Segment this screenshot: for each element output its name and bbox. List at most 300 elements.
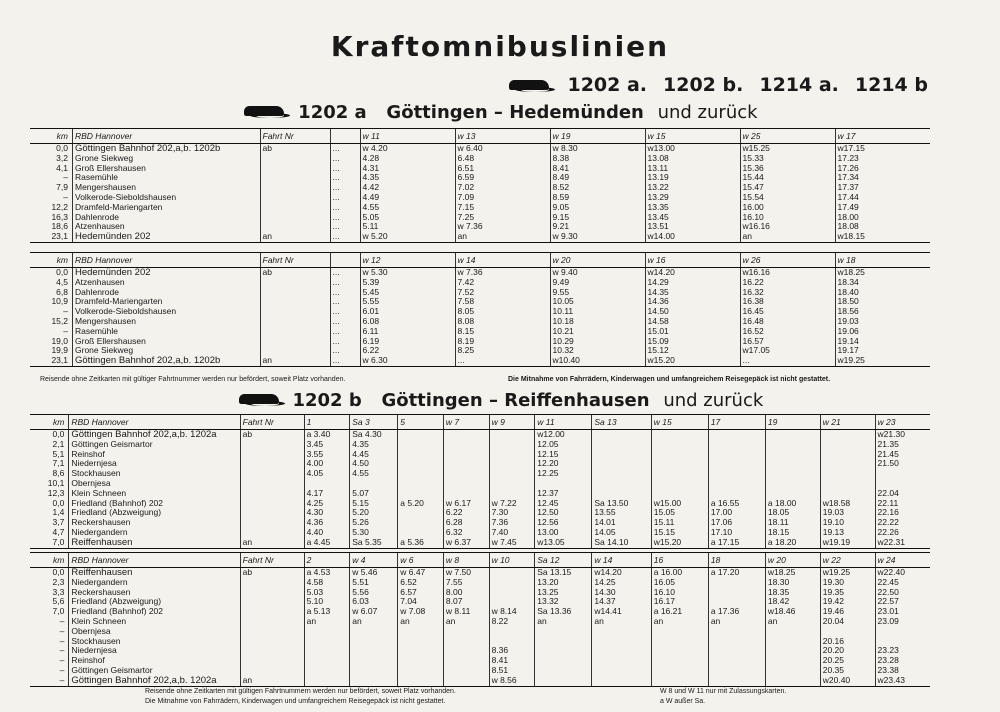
stop-name-cell: Groß Ellershausen bbox=[73, 337, 261, 347]
direction-cell bbox=[260, 346, 330, 356]
table-row bbox=[30, 637, 930, 647]
time-cell: w 4.20 bbox=[360, 144, 455, 154]
time-cell: 8.41 bbox=[489, 656, 535, 666]
time-cell: 17.06 bbox=[708, 518, 765, 528]
direction-cell: ab bbox=[260, 268, 330, 278]
table-row bbox=[30, 356, 930, 366]
direction-cell bbox=[260, 307, 330, 317]
time-cell bbox=[708, 588, 765, 598]
time-cell: 4.28 bbox=[360, 154, 455, 164]
stop-name-cell: Dramfeld-Mariengarten bbox=[73, 203, 261, 213]
stop-name-cell: Reinshof bbox=[69, 450, 240, 460]
rbd-header: RBD Hannover bbox=[69, 553, 240, 568]
section-route-name: Göttingen – Reiffenhausen bbox=[381, 390, 650, 411]
time-cell: 5.20 bbox=[350, 508, 398, 518]
table-row bbox=[30, 479, 930, 489]
time-cell: w 6.47 bbox=[398, 568, 444, 578]
time-cell: 8.49 bbox=[550, 173, 645, 183]
time-cell: a 16.00 bbox=[651, 568, 708, 578]
time-cell: 21.35 bbox=[875, 440, 930, 450]
time-cell bbox=[592, 459, 651, 469]
time-cell: 5.56 bbox=[350, 588, 398, 598]
km-cell: 18,6 bbox=[51, 222, 68, 232]
time-cell: 18.30 bbox=[765, 578, 820, 588]
table-row bbox=[30, 222, 930, 232]
time-cell: 5.11 bbox=[360, 222, 455, 232]
time-cell: 15.11 bbox=[651, 518, 708, 528]
trip-number-header: w 7 bbox=[443, 415, 489, 430]
time-cell: 23.28 bbox=[875, 656, 930, 666]
time-cell: 21.45 bbox=[875, 450, 930, 460]
bus-icon bbox=[242, 104, 286, 118]
time-cell bbox=[765, 440, 820, 450]
direction-cell bbox=[260, 213, 330, 223]
time-cell bbox=[820, 479, 875, 489]
direction-cell bbox=[240, 656, 304, 666]
time-cell: 7.40 bbox=[489, 528, 535, 538]
time-cell: 4.50 bbox=[350, 459, 398, 469]
time-cell: w17.15 bbox=[835, 144, 930, 154]
time-cell bbox=[765, 430, 820, 440]
time-cell bbox=[708, 666, 765, 676]
time-cell: 10.05 bbox=[550, 297, 645, 307]
time-cell: an bbox=[398, 617, 444, 627]
time-cell: a 4.53 bbox=[304, 568, 350, 578]
time-cell bbox=[651, 430, 708, 440]
time-cell: 12.15 bbox=[535, 450, 592, 460]
stop-name-cell: Göttingen Bahnhof 202,a,b. 1202b bbox=[73, 144, 261, 154]
table-row bbox=[30, 430, 930, 440]
time-cell bbox=[398, 440, 444, 450]
time-cell: 22.50 bbox=[875, 588, 930, 598]
direction-cell bbox=[260, 183, 330, 193]
time-cell: 5.07 bbox=[350, 489, 398, 499]
direction-cell bbox=[240, 597, 304, 607]
time-cell: 13.20 bbox=[535, 578, 592, 588]
time-cell: 16.10 bbox=[740, 213, 835, 223]
time-cell bbox=[592, 440, 651, 450]
time-cell: 6.08 bbox=[360, 317, 455, 327]
time-cell: 6.01 bbox=[360, 307, 455, 317]
time-cell bbox=[350, 637, 398, 647]
direction-cell bbox=[240, 627, 304, 637]
time-cell: 5.26 bbox=[350, 518, 398, 528]
time-cell: a 18.00 bbox=[765, 499, 820, 509]
direction-cell bbox=[240, 450, 304, 460]
trip-number-header: w 10 bbox=[489, 553, 535, 568]
time-cell bbox=[304, 656, 350, 666]
time-cell: 4.25 bbox=[304, 499, 350, 509]
time-cell: 22.04 bbox=[875, 489, 930, 499]
time-cell: 23.01 bbox=[875, 607, 930, 617]
time-cell bbox=[489, 489, 535, 499]
time-cell: 13.51 bbox=[645, 222, 740, 232]
table-row bbox=[30, 568, 930, 578]
time-cell: a 3.40 bbox=[304, 430, 350, 440]
time-cell: ... bbox=[330, 173, 360, 183]
time-cell: w22.31 bbox=[875, 538, 930, 548]
fahrt-nr-header: Fahrt Nr bbox=[260, 129, 330, 144]
time-cell: w 7.36 bbox=[455, 268, 550, 278]
time-cell bbox=[765, 627, 820, 637]
time-cell: 16.52 bbox=[740, 327, 835, 337]
direction-cell bbox=[240, 617, 304, 627]
trip-number-header: Sa 12 bbox=[535, 553, 592, 568]
time-cell: ... bbox=[330, 144, 360, 154]
table-row bbox=[30, 489, 930, 499]
rbd-header: RBD Hannover bbox=[73, 129, 261, 144]
time-cell: 5.30 bbox=[350, 528, 398, 538]
km-cell: 7,0 bbox=[30, 538, 69, 548]
direction-cell bbox=[260, 164, 330, 174]
time-cell: w13.00 bbox=[645, 144, 740, 154]
time-cell: 7.55 bbox=[443, 578, 489, 588]
time-cell: 12.45 bbox=[535, 499, 592, 509]
time-cell: 19.35 bbox=[820, 588, 875, 598]
time-cell: w 8.14 bbox=[489, 607, 535, 617]
direction-cell bbox=[240, 440, 304, 450]
table-header-row bbox=[30, 553, 930, 568]
time-cell: 7.15 bbox=[455, 203, 550, 213]
time-cell: 6.22 bbox=[443, 508, 489, 518]
time-cell: 14.25 bbox=[592, 578, 651, 588]
time-cell: 17.37 bbox=[835, 183, 930, 193]
table-row bbox=[30, 518, 930, 528]
time-cell bbox=[708, 646, 765, 656]
stop-name-cell: Niedernjesa bbox=[69, 459, 240, 469]
table-row bbox=[30, 450, 930, 460]
time-cell: 15.44 bbox=[740, 173, 835, 183]
time-cell: 18.34 bbox=[835, 278, 930, 288]
time-cell: 12.37 bbox=[535, 489, 592, 499]
time-cell: 8.25 bbox=[455, 346, 550, 356]
trip-number-header: w 21 bbox=[820, 415, 875, 430]
time-cell: an bbox=[765, 617, 820, 627]
time-cell bbox=[398, 528, 444, 538]
direction-cell: an bbox=[260, 232, 330, 242]
time-cell: 4.05 bbox=[304, 469, 350, 479]
time-cell: ... bbox=[330, 203, 360, 213]
table-row bbox=[30, 337, 930, 347]
time-cell: 5.10 bbox=[304, 597, 350, 607]
time-cell: 17.10 bbox=[708, 528, 765, 538]
table-row bbox=[30, 597, 930, 607]
time-cell: 15.15 bbox=[651, 528, 708, 538]
time-cell bbox=[398, 627, 444, 637]
time-cell: w14.41 bbox=[592, 607, 651, 617]
time-cell: 17.26 bbox=[835, 164, 930, 174]
time-cell bbox=[398, 479, 444, 489]
time-cell: 23.38 bbox=[875, 666, 930, 676]
time-cell: a 17.15 bbox=[708, 538, 765, 548]
time-cell: 4.30 bbox=[304, 508, 350, 518]
time-cell: 4.00 bbox=[304, 459, 350, 469]
time-cell bbox=[535, 666, 592, 676]
time-cell bbox=[708, 440, 765, 450]
time-cell: a 16.21 bbox=[651, 607, 708, 617]
time-cell: Sa 4.30 bbox=[350, 430, 398, 440]
direction-cell bbox=[240, 528, 304, 538]
trip-number-header: Sa 13 bbox=[592, 415, 651, 430]
time-cell bbox=[304, 479, 350, 489]
table-row bbox=[30, 440, 930, 450]
time-cell bbox=[592, 450, 651, 460]
direction-cell: ab bbox=[260, 144, 330, 154]
time-cell bbox=[443, 450, 489, 460]
time-cell: 18.08 bbox=[835, 222, 930, 232]
time-cell: 8.36 bbox=[489, 646, 535, 656]
time-cell bbox=[489, 479, 535, 489]
time-cell: w18.15 bbox=[835, 232, 930, 242]
time-cell: 13.19 bbox=[645, 173, 740, 183]
time-cell bbox=[765, 656, 820, 666]
trip-number-header: w 22 bbox=[820, 553, 875, 568]
time-cell: 19.10 bbox=[820, 518, 875, 528]
time-cell bbox=[765, 676, 820, 686]
time-cell: w20.40 bbox=[820, 676, 875, 686]
time-cell: 4.58 bbox=[304, 578, 350, 588]
time-cell: 8.00 bbox=[443, 588, 489, 598]
time-cell: 22.57 bbox=[875, 597, 930, 607]
time-cell: w18.46 bbox=[765, 607, 820, 617]
rbd-header: RBD Hannover bbox=[73, 253, 261, 268]
trip-number-header: w 16 bbox=[645, 253, 740, 268]
time-cell: w19.25 bbox=[820, 568, 875, 578]
trip-number-header: w 6 bbox=[398, 553, 444, 568]
time-cell: 19.14 bbox=[835, 337, 930, 347]
time-cell: 14.36 bbox=[645, 297, 740, 307]
time-cell: w 8.11 bbox=[443, 607, 489, 617]
time-cell: ... bbox=[330, 288, 360, 298]
direction-cell: ab bbox=[240, 568, 304, 578]
time-cell: 16.38 bbox=[740, 297, 835, 307]
stop-name-cell: Volkerode-Sieboldshausen bbox=[73, 307, 261, 317]
table-row bbox=[30, 268, 930, 278]
time-cell: w22.40 bbox=[875, 568, 930, 578]
time-cell: 8.59 bbox=[550, 193, 645, 203]
table-row bbox=[30, 213, 930, 223]
stop-name-cell: Klein Schneen bbox=[69, 617, 240, 627]
km-cell: 19,9 bbox=[51, 346, 68, 356]
stop-name-cell: Stockhausen bbox=[69, 637, 240, 647]
km-cell: 0,0 bbox=[52, 498, 65, 508]
time-cell bbox=[875, 627, 930, 637]
footnote: Reisende ohne Zeitkarten mit gültigen Fahrtnummern werden nur befördert, soweit Platz vorhanden. bbox=[145, 688, 456, 695]
time-cell: ... bbox=[330, 193, 360, 203]
time-cell: 14.01 bbox=[592, 518, 651, 528]
km-cell: 10,9 bbox=[51, 297, 68, 307]
time-cell bbox=[443, 469, 489, 479]
time-cell bbox=[535, 676, 592, 686]
direction-cell bbox=[240, 489, 304, 499]
trip-number-header: w 12 bbox=[360, 253, 455, 268]
time-cell: ... bbox=[330, 154, 360, 164]
time-cell: 12.20 bbox=[535, 459, 592, 469]
time-cell: w 6.37 bbox=[443, 538, 489, 548]
trip-number-header: Sa 3 bbox=[350, 415, 398, 430]
stop-name-cell: Obernjesa bbox=[69, 627, 240, 637]
time-cell: ... bbox=[330, 164, 360, 174]
time-cell: 23.09 bbox=[875, 617, 930, 627]
table-row bbox=[30, 469, 930, 479]
time-cell: ... bbox=[330, 307, 360, 317]
time-cell bbox=[820, 430, 875, 440]
time-cell bbox=[651, 646, 708, 656]
km-cell: – bbox=[63, 326, 68, 336]
time-cell bbox=[304, 666, 350, 676]
time-cell: 7.30 bbox=[489, 508, 535, 518]
time-cell: 13.45 bbox=[645, 213, 740, 223]
time-cell: 8.38 bbox=[550, 154, 645, 164]
time-cell: 18.00 bbox=[835, 213, 930, 223]
time-cell: w 6.07 bbox=[350, 607, 398, 617]
table-row bbox=[30, 288, 930, 298]
km-cell: 0,0 bbox=[56, 267, 68, 277]
time-cell: 19.13 bbox=[820, 528, 875, 538]
time-cell: 9.55 bbox=[550, 288, 645, 298]
direction-cell bbox=[260, 278, 330, 288]
time-cell: 6.19 bbox=[360, 337, 455, 347]
time-cell: 5.51 bbox=[350, 578, 398, 588]
time-cell bbox=[651, 489, 708, 499]
stop-name-cell: Friedland (Bahnhof) 202 bbox=[69, 607, 240, 617]
direction-cell bbox=[240, 637, 304, 647]
table-row bbox=[30, 164, 930, 174]
time-cell: 19.42 bbox=[820, 597, 875, 607]
km-cell: – bbox=[59, 636, 65, 646]
route-bar bbox=[507, 74, 928, 96]
time-cell: 8.52 bbox=[550, 183, 645, 193]
time-cell bbox=[489, 627, 535, 637]
trip-number-header: w 18 bbox=[835, 253, 930, 268]
table-row bbox=[30, 676, 930, 686]
time-cell: w 7.45 bbox=[489, 538, 535, 548]
time-cell: 4.35 bbox=[360, 173, 455, 183]
time-cell: ... bbox=[330, 183, 360, 193]
stop-name-cell: Friedland (Abzweigung) bbox=[69, 508, 240, 518]
time-cell: 15.47 bbox=[740, 183, 835, 193]
table-row bbox=[30, 327, 930, 337]
km-cell: 5,6 bbox=[52, 597, 65, 607]
time-cell bbox=[350, 627, 398, 637]
time-cell: 16.32 bbox=[740, 288, 835, 298]
time-cell: 16.45 bbox=[740, 307, 835, 317]
time-cell: w15.25 bbox=[740, 144, 835, 154]
time-cell bbox=[398, 666, 444, 676]
time-cell bbox=[304, 676, 350, 686]
time-cell: 19.30 bbox=[820, 578, 875, 588]
time-cell: 4.49 bbox=[360, 193, 455, 203]
table-row bbox=[30, 666, 930, 676]
km-cell: 23,1 bbox=[30, 232, 73, 242]
direction-cell bbox=[260, 203, 330, 213]
time-cell bbox=[535, 637, 592, 647]
time-cell bbox=[708, 430, 765, 440]
time-cell bbox=[489, 568, 535, 578]
time-cell bbox=[489, 588, 535, 598]
fahrt-nr-header: Fahrt Nr bbox=[260, 253, 330, 268]
time-cell bbox=[489, 469, 535, 479]
time-cell bbox=[489, 440, 535, 450]
stop-name-cell: Friedland (Abzweigung) bbox=[69, 597, 240, 607]
km-cell: 19,0 bbox=[51, 336, 68, 346]
time-cell bbox=[592, 637, 651, 647]
trip-number-header: w 11 bbox=[535, 415, 592, 430]
stop-name-cell: Göttingen Bahnhof 202,a,b. 1202a bbox=[69, 676, 240, 686]
time-cell: 6.11 bbox=[360, 327, 455, 337]
time-cell: w 5.20 bbox=[360, 232, 455, 242]
time-cell bbox=[398, 646, 444, 656]
km-cell: 23,1 bbox=[30, 356, 73, 366]
table-row bbox=[30, 317, 930, 327]
time-cell: 18.56 bbox=[835, 307, 930, 317]
time-cell bbox=[398, 430, 444, 440]
trip-number-header bbox=[330, 253, 360, 268]
time-cell: 12.25 bbox=[535, 469, 592, 479]
time-cell: w17.05 bbox=[740, 346, 835, 356]
time-cell bbox=[489, 430, 535, 440]
time-cell: ... bbox=[330, 297, 360, 307]
footnote: a W außer Sa. bbox=[660, 698, 706, 705]
km-cell: 16,3 bbox=[51, 212, 68, 222]
time-cell: ... bbox=[330, 337, 360, 347]
time-cell: ... bbox=[740, 356, 835, 366]
time-cell: 10.32 bbox=[550, 346, 645, 356]
km-cell: 12,3 bbox=[47, 488, 65, 498]
time-cell bbox=[592, 646, 651, 656]
time-cell: 9.49 bbox=[550, 278, 645, 288]
stop-name-cell: Dahlenrode bbox=[73, 288, 261, 298]
time-cell: 15.01 bbox=[645, 327, 740, 337]
time-cell bbox=[592, 430, 651, 440]
table-header-row bbox=[30, 253, 930, 268]
time-cell: 15.12 bbox=[645, 346, 740, 356]
time-cell bbox=[875, 637, 930, 647]
time-cell: 4.45 bbox=[350, 450, 398, 460]
time-cell: ... bbox=[330, 222, 360, 232]
time-cell: Sa 14.10 bbox=[592, 538, 651, 548]
time-cell: 20.25 bbox=[820, 656, 875, 666]
time-cell: a 5.13 bbox=[304, 607, 350, 617]
route-number: 1214 a. bbox=[759, 74, 839, 96]
time-cell: a 17.20 bbox=[708, 568, 765, 578]
time-cell: 14.29 bbox=[645, 278, 740, 288]
bus-icon bbox=[507, 78, 551, 92]
time-cell bbox=[535, 656, 592, 666]
time-cell bbox=[398, 676, 444, 686]
time-cell: 7.36 bbox=[489, 518, 535, 528]
km-cell: 6,8 bbox=[56, 287, 68, 297]
time-cell: 22.16 bbox=[875, 508, 930, 518]
trip-number-header: w 23 bbox=[875, 415, 930, 430]
time-cell bbox=[350, 676, 398, 686]
time-cell: 10.18 bbox=[550, 317, 645, 327]
trip-number-header: 5 bbox=[398, 415, 444, 430]
time-cell: 8.07 bbox=[443, 597, 489, 607]
stop-name-cell: Reiffenhausen bbox=[69, 538, 240, 548]
time-cell: ... bbox=[330, 268, 360, 278]
km-cell: 8,6 bbox=[52, 469, 65, 479]
trip-number-header: w 9 bbox=[489, 415, 535, 430]
section-number: 1202 b bbox=[292, 390, 362, 411]
time-cell: 10.21 bbox=[550, 327, 645, 337]
trip-number-header: w 15 bbox=[651, 415, 708, 430]
time-cell: 13.35 bbox=[645, 203, 740, 213]
table-row bbox=[30, 627, 930, 637]
time-cell bbox=[708, 489, 765, 499]
route-number: 1202 a. bbox=[567, 74, 648, 96]
time-cell bbox=[398, 450, 444, 460]
